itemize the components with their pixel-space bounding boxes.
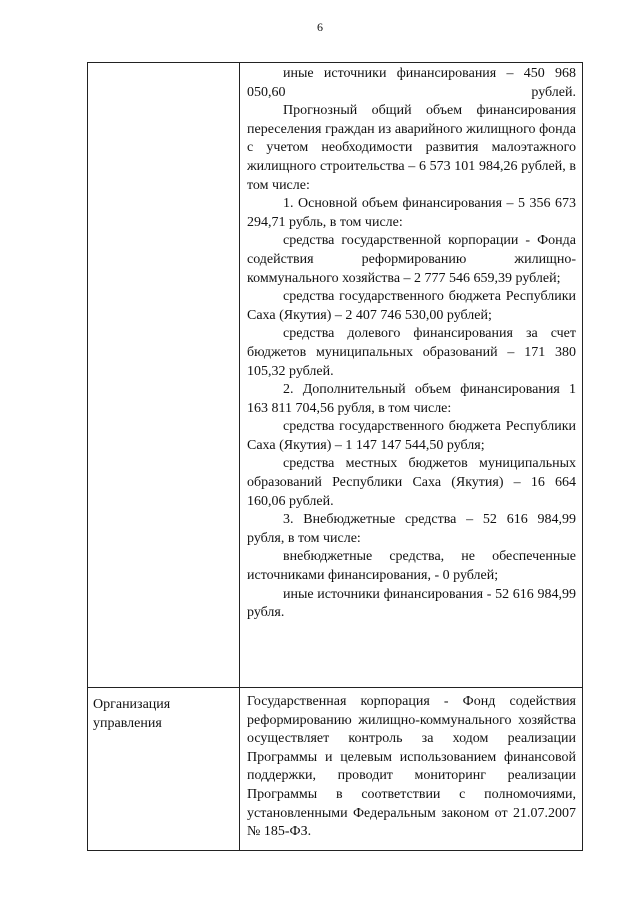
passport-table	[87, 62, 583, 851]
management-cell	[240, 688, 583, 851]
paragraph-municipal-share: средства долевого финансирования за счет бюджетов муниципальных образований – 171 380 105,32 рублей.	[247, 326, 576, 379]
table-row-management	[88, 688, 583, 851]
paragraph-other-sources: иные источники финансирования – 450 968 050,60 рублей.	[247, 66, 576, 100]
page-number: 6	[317, 20, 323, 34]
paragraph-management: Государственная корпорация - Фонд содействия реформированию жилищно-коммунального хозяйства осуществляет контроль за ходом реализации Программы и целевым использованием финансовой поддержки, проводит мониторинг реализации Программы в соответствии с полномочиями, установленными Федеральным законом от 21.07.2007 № 185-ФЗ.	[247, 694, 576, 840]
paragraph-additional-volume: 2. Дополнительный объем финансирования 1 163 811 704,56 рубля, в том числе:	[247, 382, 576, 416]
row-label-management: Организация управления	[88, 688, 240, 851]
paragraph-local-budgets: средства местных бюджетов муниципальных образований Республики Саха (Якутия) – 16 664 160,06 рублей.	[247, 456, 576, 509]
row-label-empty	[88, 63, 240, 688]
table-row-financing	[88, 63, 583, 688]
paragraph-fund-means: средства государственной корпорации - Фонда содействия реформированию жилищно-коммунального хозяйства – 2 777 546 659,39 рублей;	[247, 233, 576, 286]
paragraph-main-volume: 1. Основной объем финансирования – 5 356 673 294,71 рубль, в том числе:	[247, 196, 576, 230]
paragraph-unsecured-extrabudgetary: внебюджетные средства, не обеспеченные источниками финансирования, - 0 рублей;	[247, 549, 576, 584]
paragraph-total-forecast: Прогнозный общий объем финансирования переселения граждан из аварийного жилищного фонда с учетом необходимости развития малоэтажного жилищного строительства – 6 573 101 984,26 рублей, в том числе:	[247, 103, 576, 193]
paragraph-state-budget: средства государственного бюджета Республики Саха (Якутия) – 2 407 746 530,00 рублей;	[247, 289, 576, 323]
paragraph-additional-state-budget: средства государственного бюджета Республики Саха (Якутия) – 1 147 147 544,50 рубля;	[247, 419, 576, 453]
paragraph-other-sources-final: иные источники финансирования - 52 616 984,99 рубля.	[247, 586, 576, 621]
paragraph-extrabudgetary: 3. Внебюджетные средства – 52 616 984,99 рубля, в том числе:	[247, 512, 576, 546]
financing-cell	[240, 63, 583, 688]
